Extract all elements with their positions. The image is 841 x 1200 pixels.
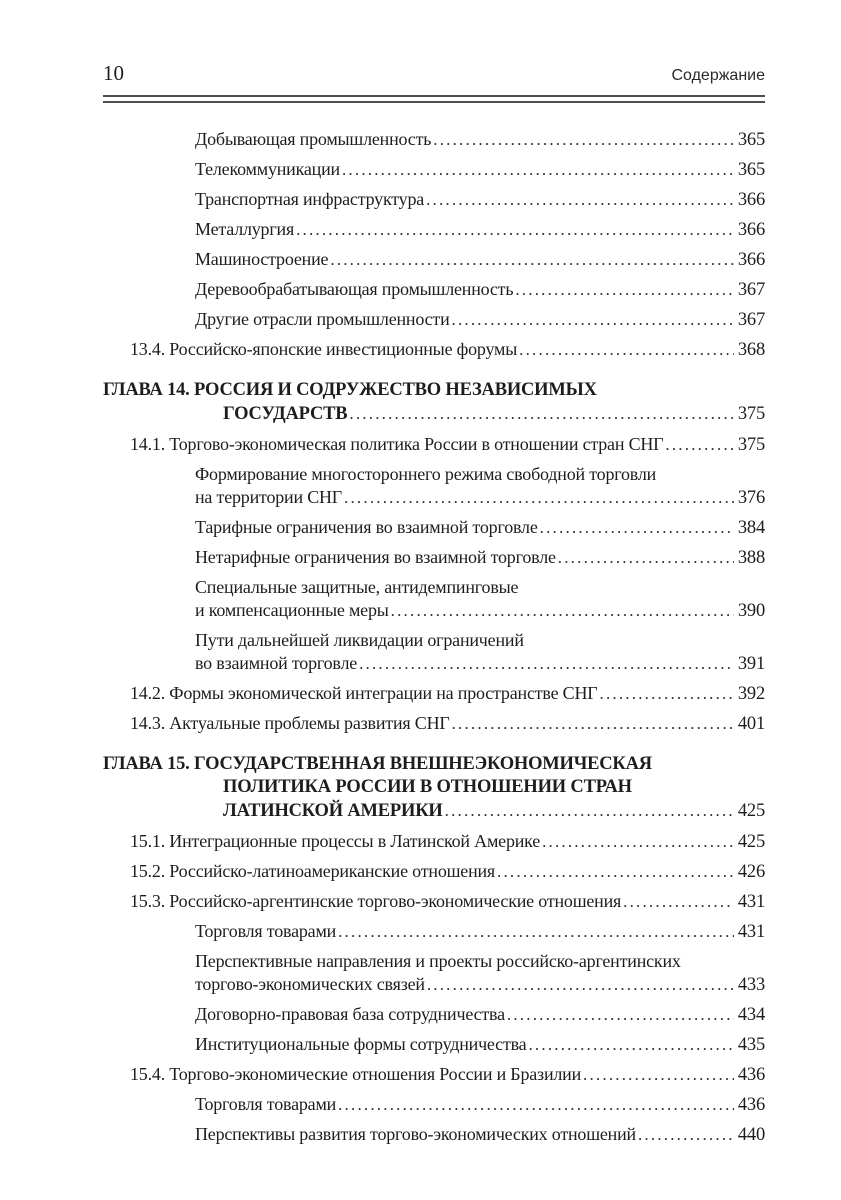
toc-page-number: 388	[737, 548, 765, 568]
toc-entry-text: 15.3. Российско-аргентинские торгово-экономические отношения	[130, 891, 622, 911]
toc-entry-text: ГЛАВА 14. РОССИЯ И СОДРУЖЕСТВО НЕЗАВИСИМЫХ	[103, 380, 597, 400]
toc-entry	[103, 379, 765, 426]
toc-entry-text: Договорно-правовая база сотрудничества	[195, 1004, 505, 1024]
toc-entry	[103, 128, 765, 152]
toc-entry-line	[195, 463, 765, 486]
dot-leader	[519, 338, 734, 361]
toc-entry-text: ГОСУДАРСТВ	[223, 404, 348, 424]
toc-entry-text: Перспективы развития торгово-экономических отношений	[195, 1124, 636, 1144]
dot-leader	[452, 308, 734, 331]
toc-entry-line	[130, 338, 765, 362]
dot-leader	[445, 799, 734, 823]
toc-page-number: 366	[737, 220, 765, 240]
toc-page-number: 434	[737, 1005, 765, 1025]
toc-entry	[103, 950, 765, 997]
toc-entry-line	[103, 753, 765, 776]
toc-entry	[103, 1003, 765, 1027]
toc-entry	[103, 516, 765, 540]
dot-leader	[338, 920, 734, 943]
toc-page-number: 375	[737, 435, 765, 455]
toc-entry-line	[195, 1123, 765, 1147]
toc-entry-text: ГЛАВА 15. ГОСУДАРСТВЕННАЯ ВНЕШНЕЭКОНОМИЧЕСКАЯ	[103, 754, 652, 774]
toc-entry-line	[130, 860, 765, 884]
toc-entry	[103, 1093, 765, 1117]
toc-entry-line	[195, 486, 765, 510]
running-title: Содержание	[671, 67, 765, 84]
toc-page-number: 435	[737, 1035, 765, 1055]
toc-page-number: 366	[737, 250, 765, 270]
toc-entry	[103, 920, 765, 944]
dot-leader	[600, 682, 734, 705]
toc-entry-line	[195, 158, 765, 182]
toc-entry-line	[195, 1093, 765, 1117]
toc-entry	[103, 338, 765, 362]
dot-leader	[515, 278, 733, 301]
toc-entry-line	[195, 599, 765, 623]
toc-entry	[103, 860, 765, 884]
toc-entry-line	[130, 830, 765, 854]
toc-page-number: 401	[737, 714, 765, 734]
toc-page-number: 365	[737, 130, 765, 150]
toc-entry-text: Перспективные направления и проекты российско-аргентинских	[195, 951, 681, 971]
toc-entry	[103, 248, 765, 272]
toc-entry-text: Металлургия	[195, 219, 295, 239]
toc-page-number: 426	[737, 862, 765, 882]
toc-entry-text: во взаимной торговле	[195, 653, 358, 673]
toc-entry-text: Пути дальнейшей ликвидации ограничений	[195, 630, 524, 650]
dot-leader	[391, 599, 734, 622]
toc-entry-line	[130, 1063, 765, 1087]
dot-leader	[583, 1063, 734, 1086]
toc-entry-text: 14.3. Актуальные проблемы развития СНГ	[130, 713, 450, 733]
toc-page-number: 433	[737, 975, 765, 995]
toc-entry-line	[130, 890, 765, 914]
toc-entry-text: Телекоммуникации	[195, 159, 340, 179]
toc-page-number: 391	[737, 654, 765, 674]
toc-entry-line	[195, 1033, 765, 1057]
toc-entry	[103, 218, 765, 242]
page-header	[103, 60, 765, 86]
toc-entry-text: 15.2. Российско-латиноамериканские отношения	[130, 861, 496, 881]
toc-entry-line	[130, 682, 765, 706]
dot-leader	[542, 830, 734, 853]
toc-page-number: 365	[737, 160, 765, 180]
dot-leader	[623, 890, 734, 913]
toc-entry	[103, 188, 765, 212]
header-rule	[103, 95, 765, 103]
toc-page-number: 431	[737, 922, 765, 942]
toc-page-number: 376	[737, 488, 765, 508]
toc-entry-line	[195, 576, 765, 599]
toc-page-number: 384	[737, 518, 765, 538]
toc-page-number: 367	[737, 310, 765, 330]
toc-entry-line	[195, 218, 765, 242]
toc-entry	[103, 1123, 765, 1147]
dot-leader	[296, 218, 734, 241]
toc-entry-line	[195, 629, 765, 652]
toc-page-number: 436	[737, 1095, 765, 1115]
dot-leader	[433, 128, 734, 151]
toc-entry-text: Торговля товарами	[195, 1094, 337, 1114]
toc-entry	[103, 308, 765, 332]
toc-entry	[103, 278, 765, 302]
toc-entry-text: 14.1. Торгово-экономическая политика России в отношении стран СНГ	[130, 434, 664, 454]
toc-entry	[103, 576, 765, 623]
toc-entry	[103, 1063, 765, 1087]
toc-entry-line	[195, 308, 765, 332]
dot-leader	[359, 652, 734, 675]
dot-leader	[528, 1033, 733, 1056]
toc-entry-text: Транспортная инфраструктура	[195, 189, 425, 209]
toc-page-number: 366	[737, 190, 765, 210]
toc-entry-text: Формирование многостороннего режима свободной торговли	[195, 464, 657, 484]
toc-entry-line	[195, 278, 765, 302]
toc-entry	[103, 158, 765, 182]
toc-entry	[103, 546, 765, 570]
toc-entry-text: ЛАТИНСКОЙ АМЕРИКИ	[223, 801, 443, 821]
dot-leader	[665, 433, 733, 456]
dot-leader	[342, 158, 734, 181]
toc-entry-line	[195, 973, 765, 997]
dot-leader	[349, 402, 733, 426]
toc-entry-line	[130, 433, 765, 457]
toc-entry-line	[195, 128, 765, 152]
toc-entry-text: торгово-экономических связей	[195, 974, 425, 994]
toc-entry	[103, 890, 765, 914]
dot-leader	[427, 973, 734, 996]
toc-entry-line	[195, 248, 765, 272]
toc-page-number: 367	[737, 280, 765, 300]
toc-entry-text: Институциональные формы сотрудничества	[195, 1034, 527, 1054]
toc-entry-text: 15.1. Интеграционные процессы в Латинской Америке	[130, 831, 541, 851]
toc-entry-text: Торговля товарами	[195, 921, 337, 941]
toc-entry-line	[195, 546, 765, 570]
toc-entry	[103, 682, 765, 706]
toc-page-number: 392	[737, 684, 765, 704]
toc-entry-text: на территории СНГ	[195, 487, 343, 507]
toc-entry	[103, 830, 765, 854]
toc-page-number: 436	[737, 1065, 765, 1085]
toc-entry-line	[195, 652, 765, 676]
toc-entry-text: Деревообрабатывающая промышленность	[195, 279, 514, 299]
toc-entry-line	[195, 950, 765, 973]
dot-leader	[507, 1003, 734, 1026]
dot-leader	[497, 860, 734, 883]
toc-entry	[103, 753, 765, 823]
toc-entry-text: Нетарифные ограничения во взаимной торговле	[195, 547, 556, 567]
toc-page-number: 368	[737, 340, 765, 360]
toc-entry	[103, 463, 765, 510]
dot-leader	[452, 712, 734, 735]
dot-leader	[540, 516, 734, 539]
toc-page-number: 425	[737, 801, 765, 821]
toc-entry-text: 13.4. Российско-японские инвестиционные форумы	[130, 339, 518, 359]
toc-page-number: 375	[737, 404, 765, 424]
toc-list	[103, 103, 765, 1147]
toc-entry-text: 15.4. Торгово-экономические отношения России и Бразилии	[130, 1064, 582, 1084]
page-number: 10	[103, 61, 124, 85]
toc-entry	[103, 629, 765, 676]
toc-entry-text: Тарифные ограничения во взаимной торговле	[195, 517, 538, 537]
dot-leader	[426, 188, 734, 211]
toc-entry	[103, 433, 765, 457]
toc-entry-text: ПОЛИТИКА РОССИИ В ОТНОШЕНИИ СТРАН	[223, 777, 632, 797]
toc-entry-line	[195, 516, 765, 540]
toc-page-number: 390	[737, 601, 765, 621]
toc-entry-text: и компенсационные меры	[195, 600, 389, 620]
toc-entry-text: Специальные защитные, антидемпинговые	[195, 577, 519, 597]
toc-entry-text: Добывающая промышленность	[195, 129, 432, 149]
toc-entry-line	[103, 776, 765, 799]
toc-page-number: 431	[737, 892, 765, 912]
toc-entry-line	[103, 379, 765, 402]
toc-entry-line	[195, 188, 765, 212]
toc-entry-line	[195, 920, 765, 944]
toc-entry-line	[195, 1003, 765, 1027]
toc-entry-line	[103, 799, 765, 823]
toc-page-number: 440	[737, 1125, 765, 1145]
toc-page-number: 425	[737, 832, 765, 852]
toc-entry	[103, 712, 765, 736]
dot-leader	[558, 546, 734, 569]
toc-entry	[103, 1033, 765, 1057]
dot-leader	[344, 486, 734, 509]
toc-entry-text: 14.2. Формы экономической интеграции на пространстве СНГ	[130, 683, 598, 703]
toc-entry-text: Машиностроение	[195, 249, 329, 269]
dot-leader	[338, 1093, 734, 1116]
dot-leader	[330, 248, 734, 271]
toc-entry-line	[103, 402, 765, 426]
toc-entry-text: Другие отрасли промышленности	[195, 309, 450, 329]
dot-leader	[638, 1123, 734, 1146]
toc-entry-line	[130, 712, 765, 736]
